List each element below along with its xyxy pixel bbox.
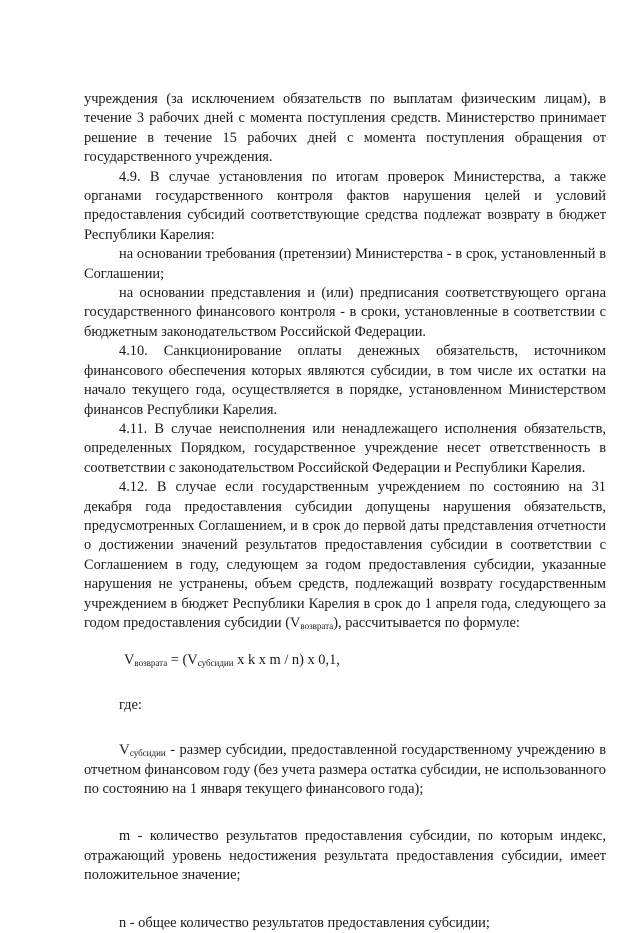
paragraph-4-9: 4.9. В случае установления по итогам проверок Министерства, а также органами государственного контроля фактов нарушения целей и условий предоставления субсидий соответствующие средства подлежат возврату в бюджет Республики Карелия: [84, 168, 606, 243]
formula-eq-open: = (V [167, 652, 198, 669]
definition-n: n - общее количество результатов предоставления субсидии; [119, 914, 490, 931]
definition-v-text: - размер субсидии, предоставленной государственному учреждению в отчетном финансовом году (без учета размера остатка субсидии, не использованного по состоянию на 1 января текущего финансового года); [84, 742, 606, 797]
paragraph-4-10: 4.10. Санкционирование оплаты денежных обязательств, источником финансового обеспечения которых являются субсидии, в том числе их остатки на начало текущего года, осуществляется в порядке, установленном Министерством финансов Республики Карелия. [84, 343, 606, 418]
paragraph-4-12-end: ), рассчитывается по формуле: [333, 614, 520, 631]
formula-rest: x k x m / n) x 0,1, [233, 652, 340, 669]
paragraph-demand-basis: на основании требования (претензии) Министерства - в срок, установленный в Соглашении; [84, 246, 606, 282]
paragraph-4-12 [84, 478, 606, 633]
subscript-return: возврата [300, 620, 334, 631]
formula-rhs-sub: субсидии [197, 658, 234, 669]
where-label: где: [119, 696, 142, 713]
paragraph-continuation: учреждения (за исключением обязательств по выплатам физическим лицам), в течение 3 рабочих дней с момента поступления средств. Министерство принимает решение в течение 15 рабочих дней с момента поступления обращения от государственного учреждения. [84, 91, 606, 166]
paragraph-4-12-text: 4.12. В случае если государственным учреждением по состоянию на 31 декабря года предоставления субсидии допущены нарушения обязательств, предусмотренных Соглашением, и в срок до первой даты представления отчетности о достижении значений результатов предоставления субсидии в соответствии с Соглашением в году, следующем за годом предоставления субсидии, указанные нарушения не устранены, объем средств, подлежащий возврату государственным учреждением в бюджет Республики Карелия в срок до 1 апреля года, следующего за годом предоставления субсидии (V [84, 479, 606, 631]
formula-lhs-sub: возврата [134, 658, 168, 669]
paragraph-4-11: 4.11. В случае неисполнения или ненадлежащего исполнения обязательств, определенных Порядком, государственное учреждение несет ответственность в соответствии с законодательством Российской Федерации и Республики Карелия. [84, 420, 606, 476]
formula-lhs-v: V [124, 652, 135, 669]
document-body [84, 90, 606, 933]
definition-v-subsidy [84, 741, 606, 799]
paragraph-order-basis: на основании представления и (или) предписания соответствующего органа государственного финансового контроля - в сроки, установленные в соответствии с бюджетным законодательством Российской Федерации. [84, 285, 606, 340]
definition-v-symbol: V [119, 742, 130, 759]
return-formula [84, 651, 606, 670]
definition-v-sub: субсидии [129, 748, 166, 759]
definition-m: m - количество результатов предоставления субсидии, по которым индекс, отражающий уровень недостижения результата предоставления субсидии, имеет положительное значение; [84, 828, 606, 884]
